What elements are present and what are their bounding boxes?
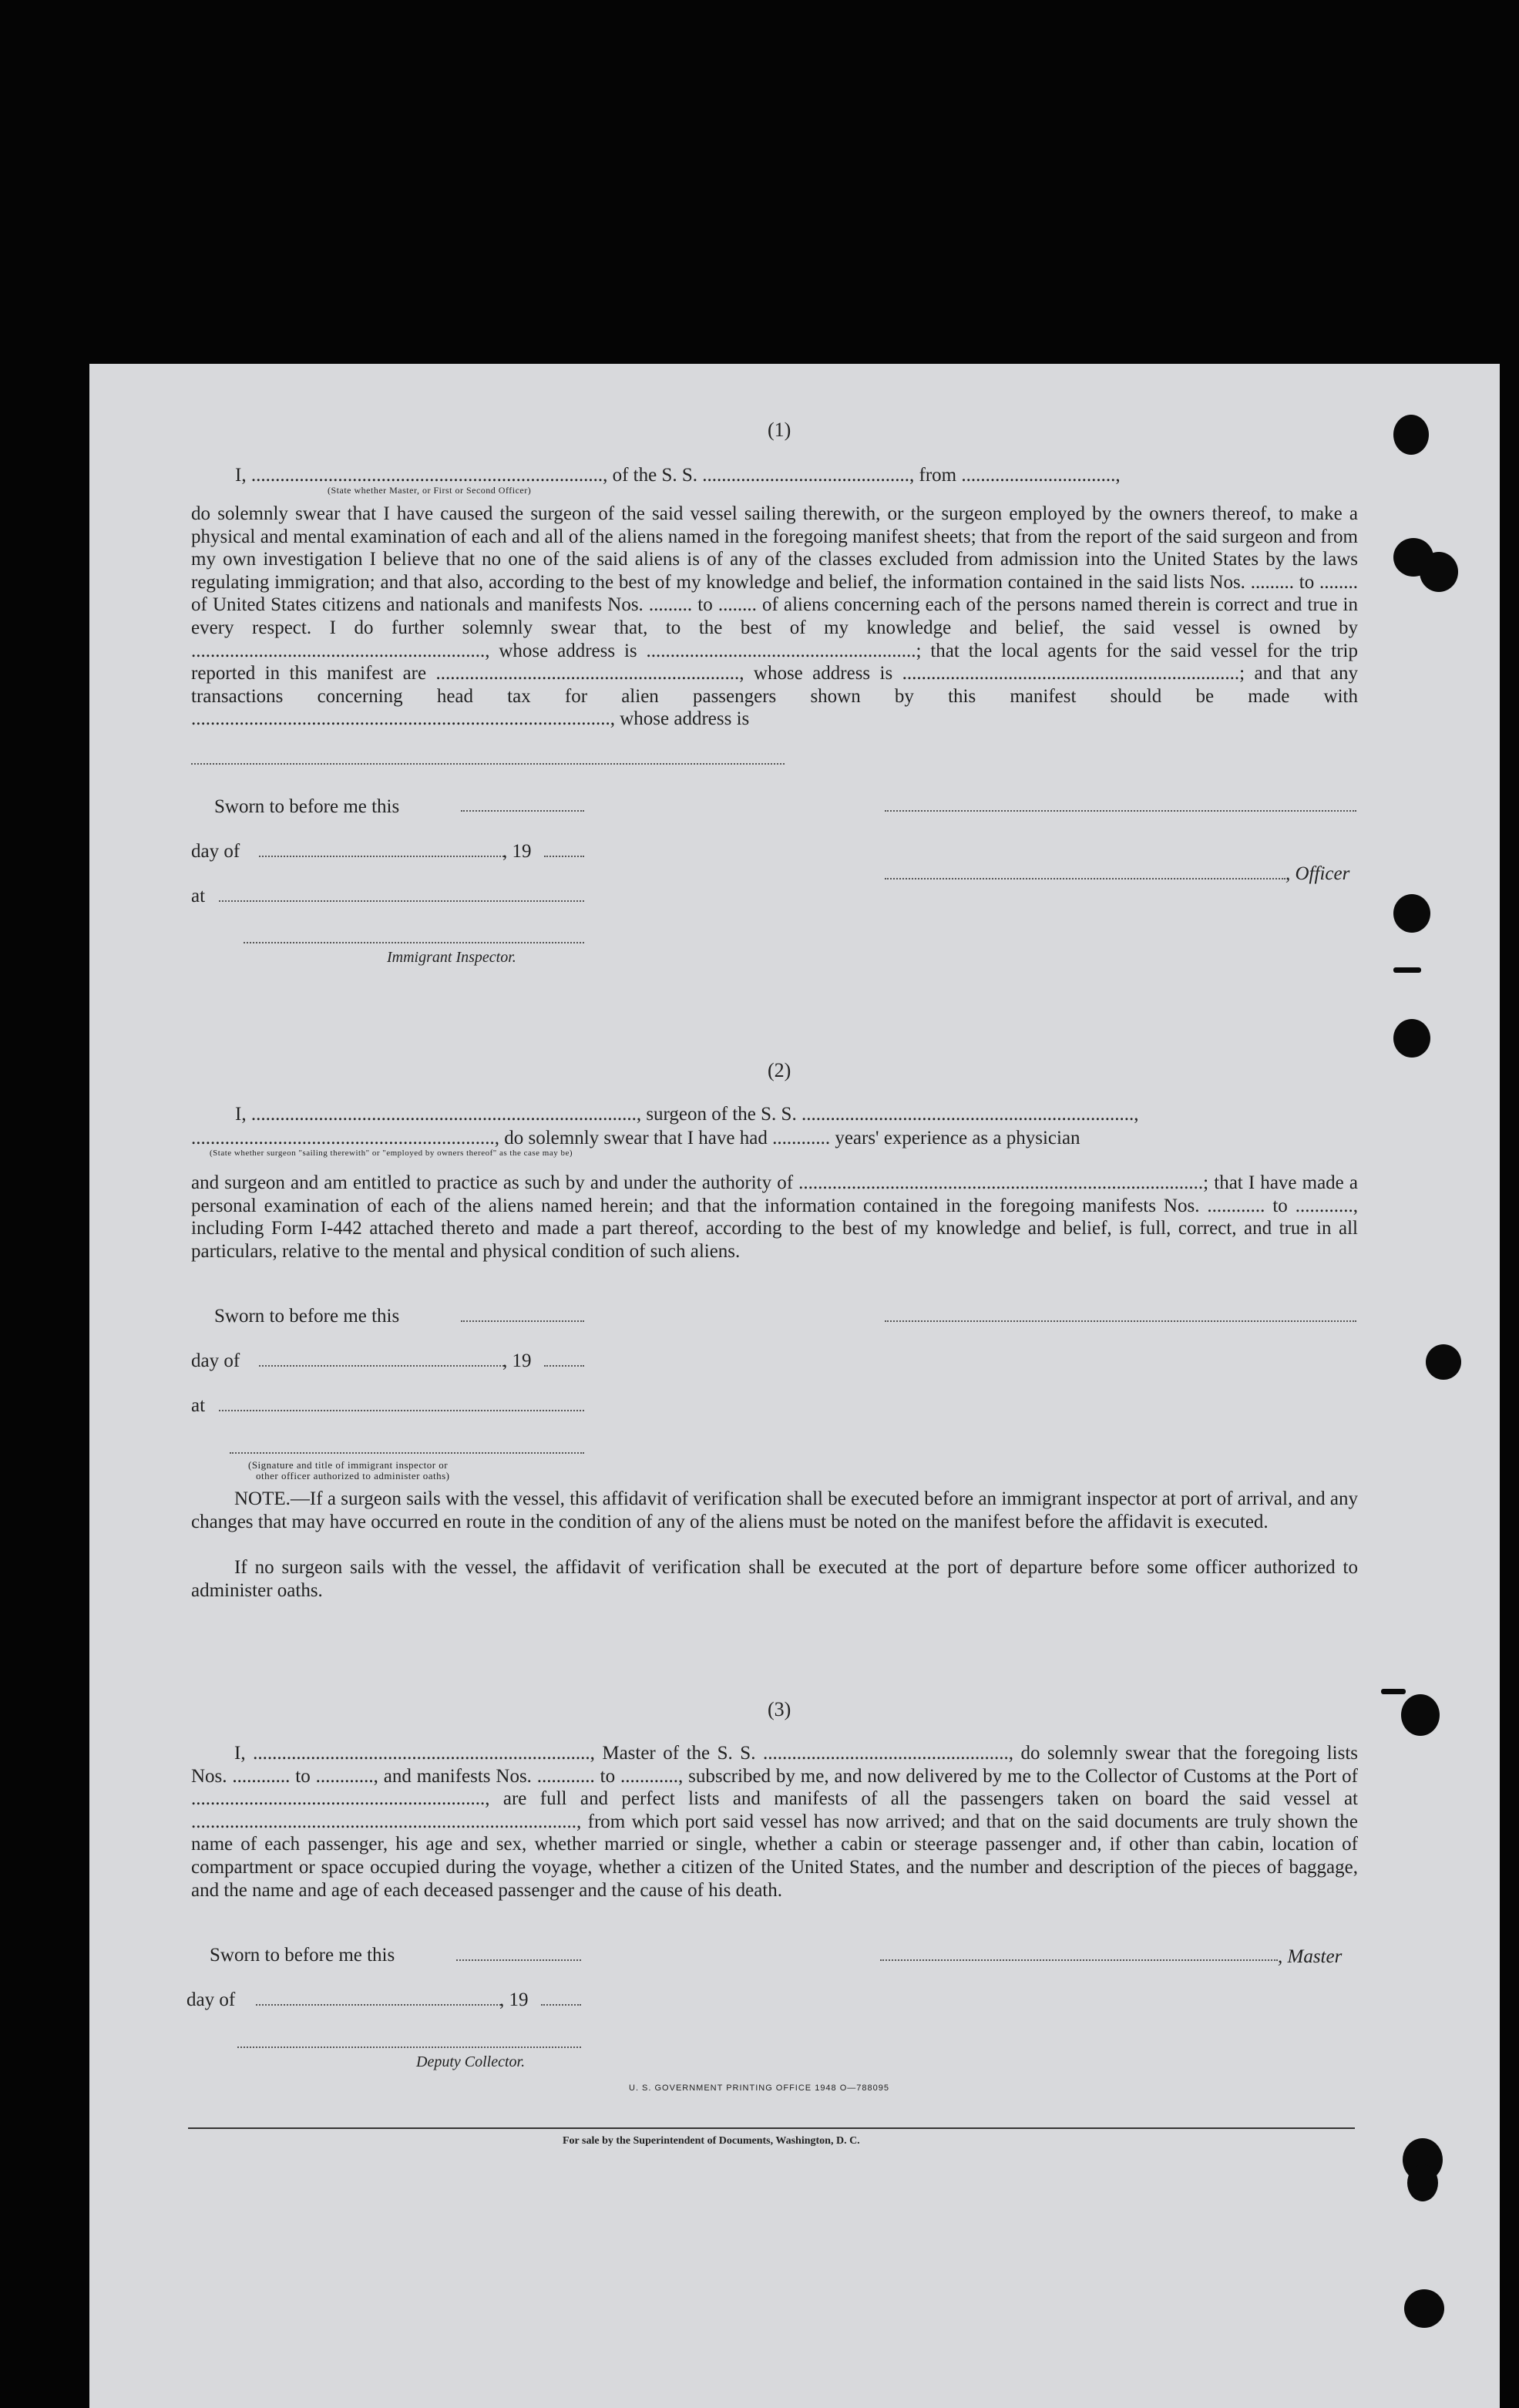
note-surgeon-sails: NOTE.—If a surgeon sails with the vessel, this affidavit of verification shall be executed before an immigrant inspector at port of arrival, and any changes that may have occurred en route in the condition of any of the aliens must be noted on the manifest before the affidavit is executed. xyxy=(191,1488,1358,1532)
month-line[interactable] xyxy=(259,856,504,857)
year-line[interactable] xyxy=(544,1365,584,1367)
section-2-first-line: I, ................................................................................, surgeon of the S. S. ....................................................................., xyxy=(235,1104,1139,1125)
year-label: , 19 xyxy=(502,1350,532,1371)
binding-hole xyxy=(1393,894,1430,933)
at-label[interactable]: at xyxy=(191,1395,206,1416)
place-line[interactable] xyxy=(219,1410,584,1411)
deputy-collector-signature-line[interactable] xyxy=(237,2046,581,2048)
signature-caption-line-2: other officer authorized to administer oaths) xyxy=(256,1470,450,1481)
sworn-label[interactable]: Sworn to before me this xyxy=(210,1945,395,1966)
footer-rule xyxy=(188,2127,1355,2129)
place-line[interactable] xyxy=(219,900,584,902)
year-label: , 19 xyxy=(502,841,532,862)
day-of-label[interactable]: day of xyxy=(187,1989,236,2010)
surgeon-signature-line[interactable] xyxy=(885,1320,1356,1322)
section-1-affidavit-text: do solemnly swear that I have caused the surgeon of the said vessel sailing therewith, or the surgeon employed by the owners thereof, to make a physical and mental examination of each and all of the aliens named in the foregoing manifest sheets; that from the report of the said surgeon and from my own investigation I believe that no one of the said aliens is of any of the classes excluded from admission into the United States by the laws regulating immigration; and that also, according to the best of my knowledge and belief, the information contained in the said lists Nos. ......... to ........ of United States citizens and nationals and manifests Nos. ......... to ........ of aliens concerning each of the persons named therein is correct and true in every respect. I do further solemnly swear that, to the best of my knowledge and belief, the said vessel is owned by ............................................................., whose address is ........................................................; that the local agents for the said vessel for the trip reported in this manifest are ..............................................................., whose address is ......................................................................; and that any transactions concerning head tax for alien passengers shown by this manifest should be made with ......................................................................................., whose address is xyxy=(191,503,1358,730)
binding-hole xyxy=(1401,1694,1440,1736)
binding-hole xyxy=(1426,1344,1461,1380)
officer-line[interactable] xyxy=(885,878,1285,879)
month-line[interactable] xyxy=(259,1365,504,1367)
surgeon-caption: (State whether surgeon "sailing therewith" or "employed by owners thereof" as the case may be) xyxy=(210,1149,573,1158)
sworn-date-line[interactable] xyxy=(461,810,584,812)
inspector-signature-line[interactable] xyxy=(230,1452,584,1454)
section-2-affidavit-text: and surgeon and am entitled to practice as such by and under the authority of ....................................................................................; that I have made a personal examination of each of the aliens named herein; and that the information contained in the foregoing manifests Nos. ............ to ............, including Form I-442 attached thereto and made a part thereof, according to the best of my knowledge and belief, is full, correct, and true in all particulars, relative to the mental and physical condition of such aliens. xyxy=(191,1172,1358,1262)
note-no-surgeon: If no surgeon sails with the vessel, the affidavit of verification shall be executed at the port of departure before some officer authorized to administer oaths. xyxy=(191,1557,1358,1601)
sworn-label[interactable]: Sworn to before me this xyxy=(214,1306,400,1327)
binding-hole xyxy=(1407,2164,1438,2201)
binding-hole xyxy=(1420,552,1458,592)
immigrant-inspector-label: Immigrant Inspector. xyxy=(387,949,516,966)
year-line[interactable] xyxy=(544,856,584,857)
year-label: , 19 xyxy=(499,1989,529,2010)
section-2-number: (2) xyxy=(768,1059,791,1081)
section-3-affidavit-text: I, ......................................................................, Master of the S. S. ..................................................., do solemnly swear that the foregoing lists Nos. ............ to ............, and manifests Nos. ............ to ............, subscribed by me, and now delivered by me to the Collector of Customs at the Port of ............................................................., are full and perfect lists and manifests of all the passengers taken on board the said vessel at ................................................................................, from which port said vessel has now arrived; and that on the said documents are truly shown the name of each passenger, his age and sex, whether married or single, whether a cabin or steerage passenger and, if other than cabin, location of compartment or space occupied during the voyage, whether a citizen of the United States, and the number and description of the pieces of baggage, and the name and age of each deceased passenger and the cause of his death. xyxy=(191,1743,1358,1901)
section-3-number: (3) xyxy=(768,1698,791,1720)
section-1-number: (1) xyxy=(768,419,791,441)
master-label: , Master xyxy=(1278,1946,1343,1967)
sworn-date-line[interactable] xyxy=(461,1320,584,1322)
binding-hole xyxy=(1393,1019,1430,1058)
binding-hole xyxy=(1404,2289,1444,2328)
year-line[interactable] xyxy=(541,2004,581,2006)
officer-label: , Officer xyxy=(1285,863,1350,884)
day-of-label[interactable]: day of xyxy=(191,841,240,862)
master-signature-line[interactable] xyxy=(880,1959,1278,1961)
binding-hole xyxy=(1393,415,1429,455)
printing-office-imprint: U. S. GOVERNMENT PRINTING OFFICE 1948 O—788095 xyxy=(629,2083,889,2093)
section-2-second-line: ..............................................................., do solemnly swear that I have had ............ years' experience as a physician xyxy=(191,1128,1080,1149)
day-of-label[interactable]: day of xyxy=(191,1350,240,1371)
section-1-officer-caption: (State whether Master, or First or Second Officer) xyxy=(328,485,532,496)
inspector-signature-line[interactable] xyxy=(244,942,584,943)
section-1-first-line: I, ........................................................................., of the S. S. ..........................................., from ................................, xyxy=(235,465,1121,486)
sworn-label[interactable]: Sworn to before me this xyxy=(214,796,400,817)
address-line xyxy=(191,763,785,765)
for-sale-notice: For sale by the Superintendent of Documents, Washington, D. C. xyxy=(563,2135,860,2147)
sworn-date-line[interactable] xyxy=(456,1959,581,1961)
margin-mark xyxy=(1393,967,1421,973)
officer-signature-line[interactable] xyxy=(885,810,1356,812)
margin-mark xyxy=(1381,1689,1406,1694)
deputy-collector-label: Deputy Collector. xyxy=(416,2053,526,2070)
month-line[interactable] xyxy=(256,2004,501,2006)
signature-caption-line-1: (Signature and title of immigrant inspector or xyxy=(248,1459,449,1471)
at-label[interactable]: at xyxy=(191,886,206,906)
